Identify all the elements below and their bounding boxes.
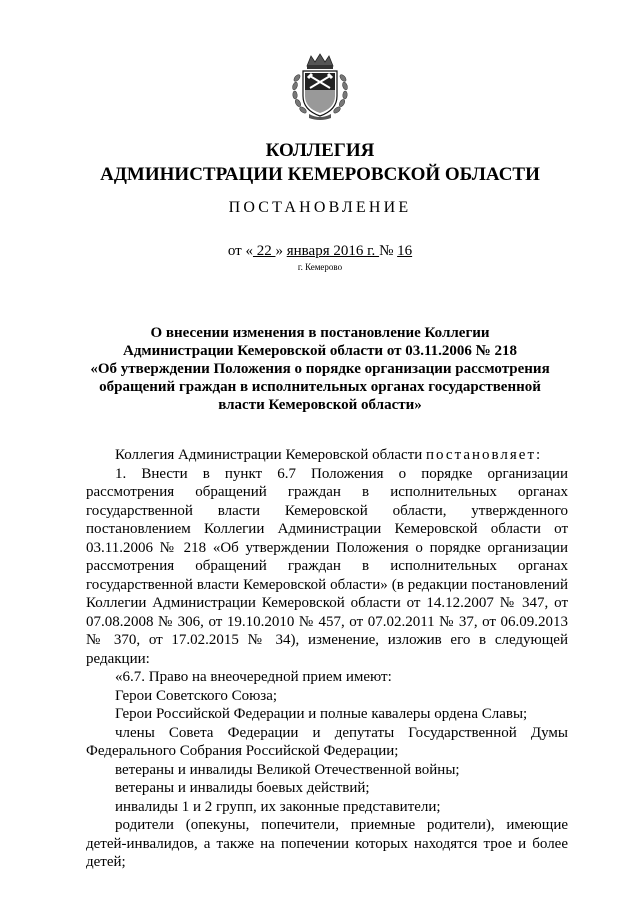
intro-lead: Коллегия Администрации Кемеровской области xyxy=(115,447,427,463)
paragraph-8: инвалиды 1 и 2 групп, их законные представители; xyxy=(115,798,441,815)
date-month-year: января 2016 г. xyxy=(286,243,380,259)
paragraph-5: члены Совета Федерации и депутаты Государственной Думы Федерального Собрания Российской Федерации; xyxy=(86,724,568,759)
coat-of-arms-icon xyxy=(289,52,351,122)
paragraph-7: ветераны и инвалиды боевых действий; xyxy=(115,780,370,796)
number-sign: № xyxy=(379,243,398,259)
document-title xyxy=(86,324,554,414)
title-line: власти Кемеровской области» xyxy=(218,397,422,413)
intro-paragraph xyxy=(86,446,568,465)
date-line xyxy=(0,243,640,260)
document-body xyxy=(86,446,568,872)
paragraph-4: Герои Российской Федерации и полные кавалеры ордена Славы; xyxy=(115,706,528,722)
date-day: 22 xyxy=(252,243,276,259)
paragraph-2: «6.7. Право на внеочередной прием имеют: xyxy=(115,669,392,685)
paragraph-1: 1. Внести в пункт 6.7 Положения о порядке организации рассмотрения обращений граждан в исполнительных органах государственной власти Кемеровской области, утвержденного постановлением Коллегии Администрации Кемеровской области от 03.11.2006 № 218 «Об утверждении Положения о порядке организации рассмотрения обращений граждан в исполнительных органах государственной власти Кемеровской области» (в редакции постановлений Коллегии Администрации Кемеровской области от 14.12.2007 № 347, от 07.08.2008 № 306, от 19.10.2010 № 457, от 07.02.2011 № 37, от 06.09.2013 № 370, от 17.02.2015 № 34), изменение, изложив его в следующей редакции: xyxy=(86,465,568,667)
document-number: 16 xyxy=(397,243,413,259)
title-line: Администрации Кемеровской области от 03.11.2006 № 218 xyxy=(122,343,517,359)
city-label: г. Кемерово xyxy=(297,262,343,272)
paragraph-9: родители (опекуны, попечители, приемные родители), имеющие детей-инвалидов, а также на попечении которых находятся трое и более детей; xyxy=(86,817,568,870)
org-title-line1: КОЛЛЕГИЯ xyxy=(265,140,375,161)
org-title-line2: АДМИНИСТРАЦИИ КЕМЕРОВСКОЙ ОБЛАСТИ xyxy=(100,164,540,185)
intro-decree-word: постановляет: xyxy=(426,447,543,463)
title-line: «Об утверждении Положения о порядке организации рассмотрения xyxy=(90,361,550,377)
title-line: обращений граждан в исполнительных органах государственной xyxy=(99,379,541,395)
date-sep: » xyxy=(275,243,287,259)
paragraph-6: ветераны и инвалиды Великой Отечественной войны; xyxy=(115,761,460,778)
title-line: О внесении изменения в постановление Коллегии xyxy=(150,325,490,341)
date-prefix: от « xyxy=(227,243,253,259)
document-type: ПОСТАНОВЛЕНИЕ xyxy=(228,199,412,216)
paragraph-3: Герои Советского Союза; xyxy=(115,687,278,704)
